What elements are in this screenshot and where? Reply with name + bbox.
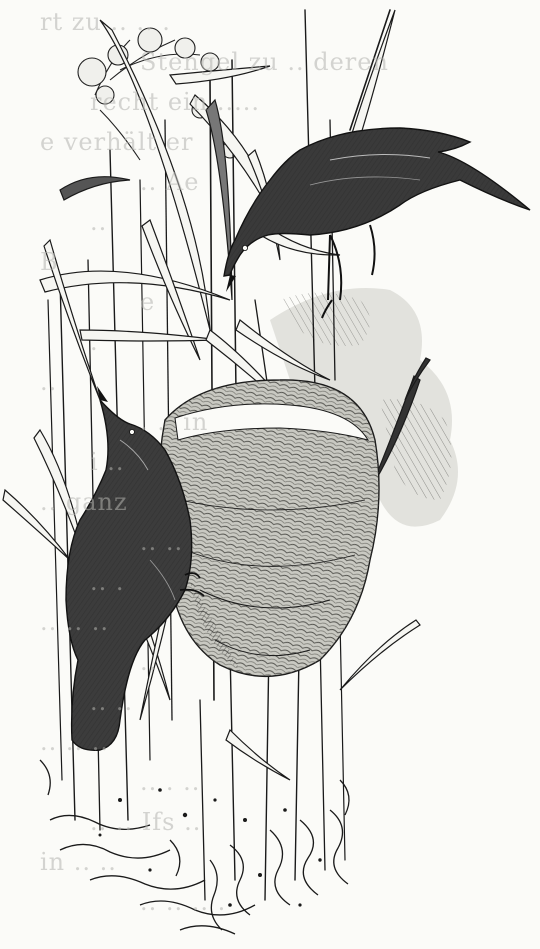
show-through-line: .. ..	[90, 688, 134, 716]
show-through-line: .. ..	[140, 528, 184, 556]
water-stipple	[99, 788, 322, 907]
show-through-line: i ..	[90, 448, 125, 476]
show-through-line: .. . ..	[140, 768, 201, 796]
show-through-line: B	[40, 248, 59, 276]
show-through-line: e	[140, 288, 156, 316]
show-through-line: .. .. ..	[40, 608, 110, 636]
show-through-line: recht ein .....	[90, 88, 260, 116]
show-through-line: Stengel zu .. deren	[140, 48, 389, 76]
show-through-line: .. Ae	[140, 168, 200, 196]
show-through-line: e verhält er	[40, 128, 194, 156]
show-through-line: rt zu .. .. .	[40, 8, 171, 36]
show-through-line: .. .	[90, 568, 125, 596]
show-through-line: .. .. ..	[40, 728, 110, 756]
show-through-line: ..	[140, 648, 158, 676]
show-through-line: . .. in	[140, 408, 209, 436]
water-reflections	[40, 760, 349, 934]
show-through-line: .. .. Ifs ..	[90, 808, 202, 836]
show-through-line: ..	[90, 208, 108, 236]
nest	[159, 380, 379, 676]
show-through-line: .	[90, 328, 99, 356]
show-through-line: .. ganz	[40, 488, 128, 516]
show-through-line: in .. ..	[40, 848, 117, 876]
show-through-line: .. .. .. .	[140, 888, 227, 916]
show-through-line: ..	[40, 368, 58, 396]
